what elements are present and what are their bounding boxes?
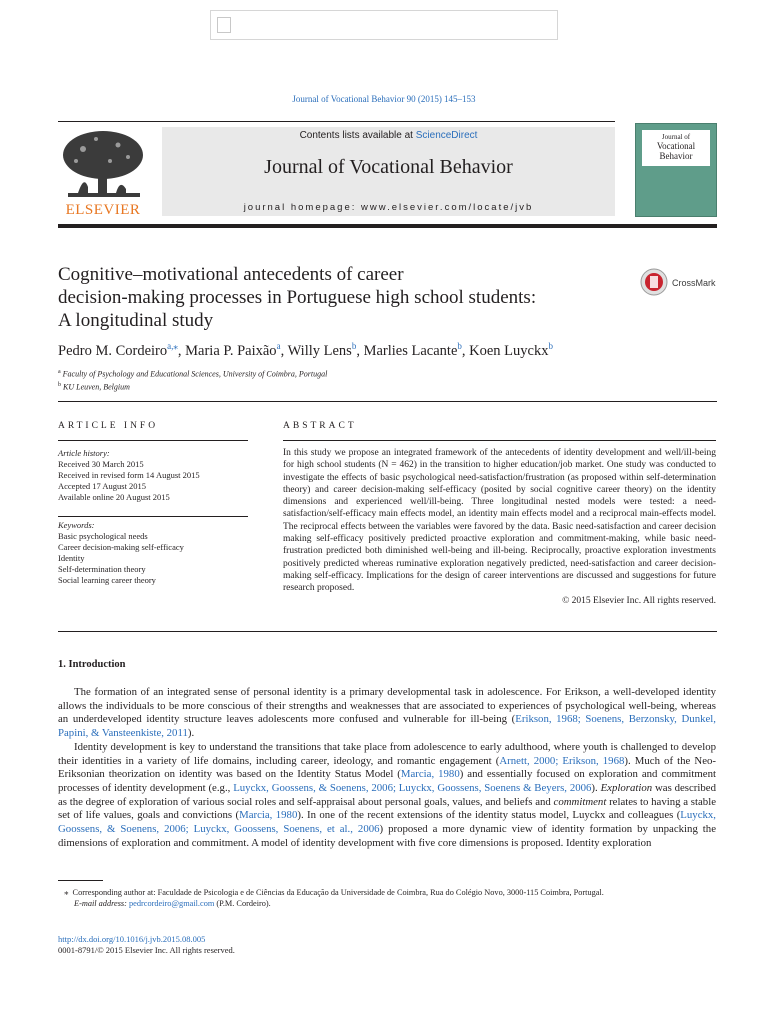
- introduction-body: [58, 686, 716, 850]
- cover-title: [642, 133, 710, 161]
- doi-link[interactable]: http://dx.doi.org/10.1016/j.jvb.2015.08.005: [58, 934, 206, 944]
- issn-line: 0001-8791/© 2015 Elsevier Inc. All rights reserved.: [58, 945, 235, 955]
- author-affiliation-marker[interactable]: b: [351, 341, 357, 351]
- author-name[interactable]: Maria P. Paixão: [185, 342, 277, 359]
- author-separator: ,: [461, 342, 470, 359]
- keyword: Self-determination theory: [58, 564, 146, 574]
- author-name[interactable]: Marlies Lacante: [363, 342, 458, 359]
- email-link[interactable]: pedrcordeiro@gmail.com: [129, 899, 215, 908]
- cover-title-line1: Journal of: [661, 133, 691, 141]
- footnote-rule: [58, 880, 103, 881]
- viewer-toolbar: [210, 10, 558, 40]
- author-affiliation-marker[interactable]: a,⁎: [167, 341, 178, 351]
- author-affiliation-marker[interactable]: a: [276, 341, 281, 351]
- author-separator: ,: [356, 342, 364, 359]
- crossmark-badge[interactable]: [640, 268, 720, 303]
- reference-link[interactable]: Marcia, 1980: [400, 768, 460, 781]
- abstract-heading: ABSTRACT: [283, 421, 357, 431]
- author-list: [58, 341, 708, 360]
- keyword: Career decision-making self-efficacy: [58, 542, 184, 552]
- paragraph: Identity development is key to understand the transitions that take place from adolescence to early adulthood, where youth is challenged to develop their identities in a variety of life domains, including career, ideology, and romantic engagement (Arnett, 2000; Erikson, 1968). Much of the Neo-Eriksonian theorization on identity was based on the Identity Status Model (Marcia, 1980) and essentially focused on exploration and commitment processes of identity development (e.g., Luyckx, Goossens, & Soenens, 2006; Luyckx, Goossens, Soenens & Beyers, 2006). Exploration was described as the degree of exploration of various social roles and self-appraisal about personal goals, values, and beliefs and commitment relates to having a stable set of life values, goals and convictions (Marcia, 1980). In one of the recent extensions of the identity status model, Luyckx and colleagues (Luyckx, Goossens, & Soenens, 2006; Luyckx, Goossens, Soenens, et al., 2006) proposed a more dynamic view of identity formation by unpacking the dimensions of exploration and commitment. A model of identity development with five core dimensions is proposed. Identity exploration: [58, 740, 716, 849]
- keywords-block: [58, 520, 248, 586]
- paragraph: The formation of an integrated sense of personal identity is a primary developmental task in adolescence. For Erikson, a well-developed identity allows the individuals to be more conscious of their strengths and weaknesses that are associated to experiences of psychological well-being, whereas an underdeveloped identity structure leaves adolescents more confused and vulnerable for ill-being (Erikson, 1968; Soenens, Berzonsky, Dunkel, Papini, & Vansteenkiste, 2011).: [58, 686, 716, 740]
- article-info-heading: ARTICLE INFO: [58, 421, 159, 431]
- email-note: E-mail address: pedrcordeiro@gmail.com (P.M. Cordeiro).: [74, 899, 271, 908]
- history-item: Available online 20 August 2015: [58, 492, 170, 502]
- crossmark-label: CrossMark: [672, 278, 716, 288]
- header-rule-top: [58, 121, 615, 122]
- author-name[interactable]: Willy Lens: [287, 342, 352, 359]
- abstract-body: [283, 447, 716, 607]
- doi-block: [58, 934, 235, 956]
- keyword: Basic psychological needs: [58, 531, 148, 541]
- reference-link[interactable]: Marcia, 1980: [239, 809, 298, 822]
- affiliation: $^a$ Faculty of Psychology and Educational Sciences, University of Coimbra, Portugal: [58, 369, 328, 379]
- article-info: [58, 448, 248, 503]
- section-heading-introduction: 1. Introduction: [58, 659, 126, 670]
- corresponding-author-note: ⁎ Corresponding author at: Faculdade de Psicologia e de Ciências da Educação da Universidade de Coimbra, Rua do Colégio Novo, 3000-115 Coimbra, Portugal.: [64, 888, 604, 897]
- article-title-line3: A longitudinal study: [58, 310, 214, 331]
- abstract-text: In this study we propose an integrated framework of the antecedents of identity development and well/ill-being for high school students (N = 462) in the transition to higher education/job market. One study was conducted to investigate the effects of basic psychological need-satisfaction/frustration (as proposed within self-determination theory) and career decision-making self-efficacy (posited by social cognitive career theory) on the identity dimensions and experienced well/ill-being. Three longitudinal nested models were tested: a need-satisfaction/self-efficacy main effects model, an identity main effects model and a reciprocal main-effects model. The reciprocal effects between the variables were favored by the data. Basic need-satisfaction and career decision making self-efficacy positively predicted proactive exploration and commitment-making, while basic need-frustration predicted both diminished well-being and ill-being. Reciprocally, proactive exploration investments positively predicted whereas ruminative exploration negatively predicted, need-satisfaction and career decision-making self-efficacy. Implications for the design of career interventions are discussed and suggestions for future research proposed.: [283, 448, 716, 594]
- journal-homepage[interactable]: journal homepage: www.elsevier.com/locate/jvb: [243, 202, 534, 213]
- author-affiliation-marker[interactable]: b: [457, 341, 462, 351]
- history-list: [58, 459, 248, 503]
- history-label: Article history:: [58, 448, 110, 458]
- affiliations: [58, 367, 327, 392]
- author-separator: ,: [280, 342, 288, 359]
- divider: [58, 516, 248, 517]
- article-title-line1: Cognitive–motivational antecedents of career: [58, 264, 404, 285]
- keywords-label: Keywords:: [58, 520, 95, 530]
- article-title: [58, 263, 618, 332]
- history-item: Received in revised form 14 August 2015: [58, 470, 200, 480]
- publisher-wordmark: ELSEVIER: [65, 202, 141, 218]
- cover-title-line3: Behavior: [659, 151, 693, 161]
- sciencedirect-link[interactable]: ScienceDirect: [415, 130, 478, 141]
- affiliation: $^b$ KU Leuven, Belgium: [58, 381, 130, 392]
- crossmark-icon: [640, 268, 720, 298]
- page-thumbnail-button[interactable]: [217, 17, 231, 33]
- author-separator: ,: [177, 342, 186, 359]
- journal-cover-image: [635, 123, 717, 217]
- divider: [58, 440, 248, 441]
- keyword: Social learning career theory: [58, 575, 156, 585]
- cover-title-line2: Vocational: [656, 141, 696, 151]
- author-affiliation-marker[interactable]: b: [548, 341, 553, 351]
- reference-link[interactable]: Luyckx, Goossens, & Soenens, 2006; Luyckx, Goossens, Soenens & Beyers, 2006: [233, 781, 592, 794]
- author-name[interactable]: Pedro M. Cordeiro: [58, 342, 168, 359]
- abstract-copyright: © 2015 Elsevier Inc. All rights reserved.: [562, 595, 716, 606]
- divider: [283, 440, 716, 441]
- history-item: Received 30 March 2015: [58, 459, 144, 469]
- divider: [58, 631, 717, 632]
- history-item: Accepted 17 August 2015: [58, 481, 147, 491]
- reference-link[interactable]: Erikson, 1968; Soenens, Berzonsky, Dunkel, Papini, & Vansteenkiste, 2011: [58, 713, 716, 740]
- keyword: Identity: [58, 553, 85, 563]
- footnote: [58, 887, 738, 909]
- contents-line: [162, 130, 615, 141]
- article-title-line2: decision-making processes in Portuguese high school students:: [58, 287, 537, 308]
- reference-link[interactable]: Luyckx, Goossens, & Soenens, 2006; Luyckx, Goossens, Soenens, et al., 2006: [58, 809, 716, 836]
- divider: [58, 401, 717, 402]
- reference-link[interactable]: Arnett, 2000; Erikson, 1968: [499, 754, 625, 767]
- header-rule-bottom: [58, 224, 717, 228]
- journal-title: Journal of Vocational Behavior: [264, 156, 513, 178]
- contents-prefix: Contents lists available at: [299, 130, 416, 141]
- journal-citation[interactable]: Journal of Vocational Behavior 90 (2015) 145–153: [292, 94, 476, 104]
- author-name[interactable]: Koen Luyckx: [469, 342, 549, 359]
- keyword-list: [58, 531, 248, 586]
